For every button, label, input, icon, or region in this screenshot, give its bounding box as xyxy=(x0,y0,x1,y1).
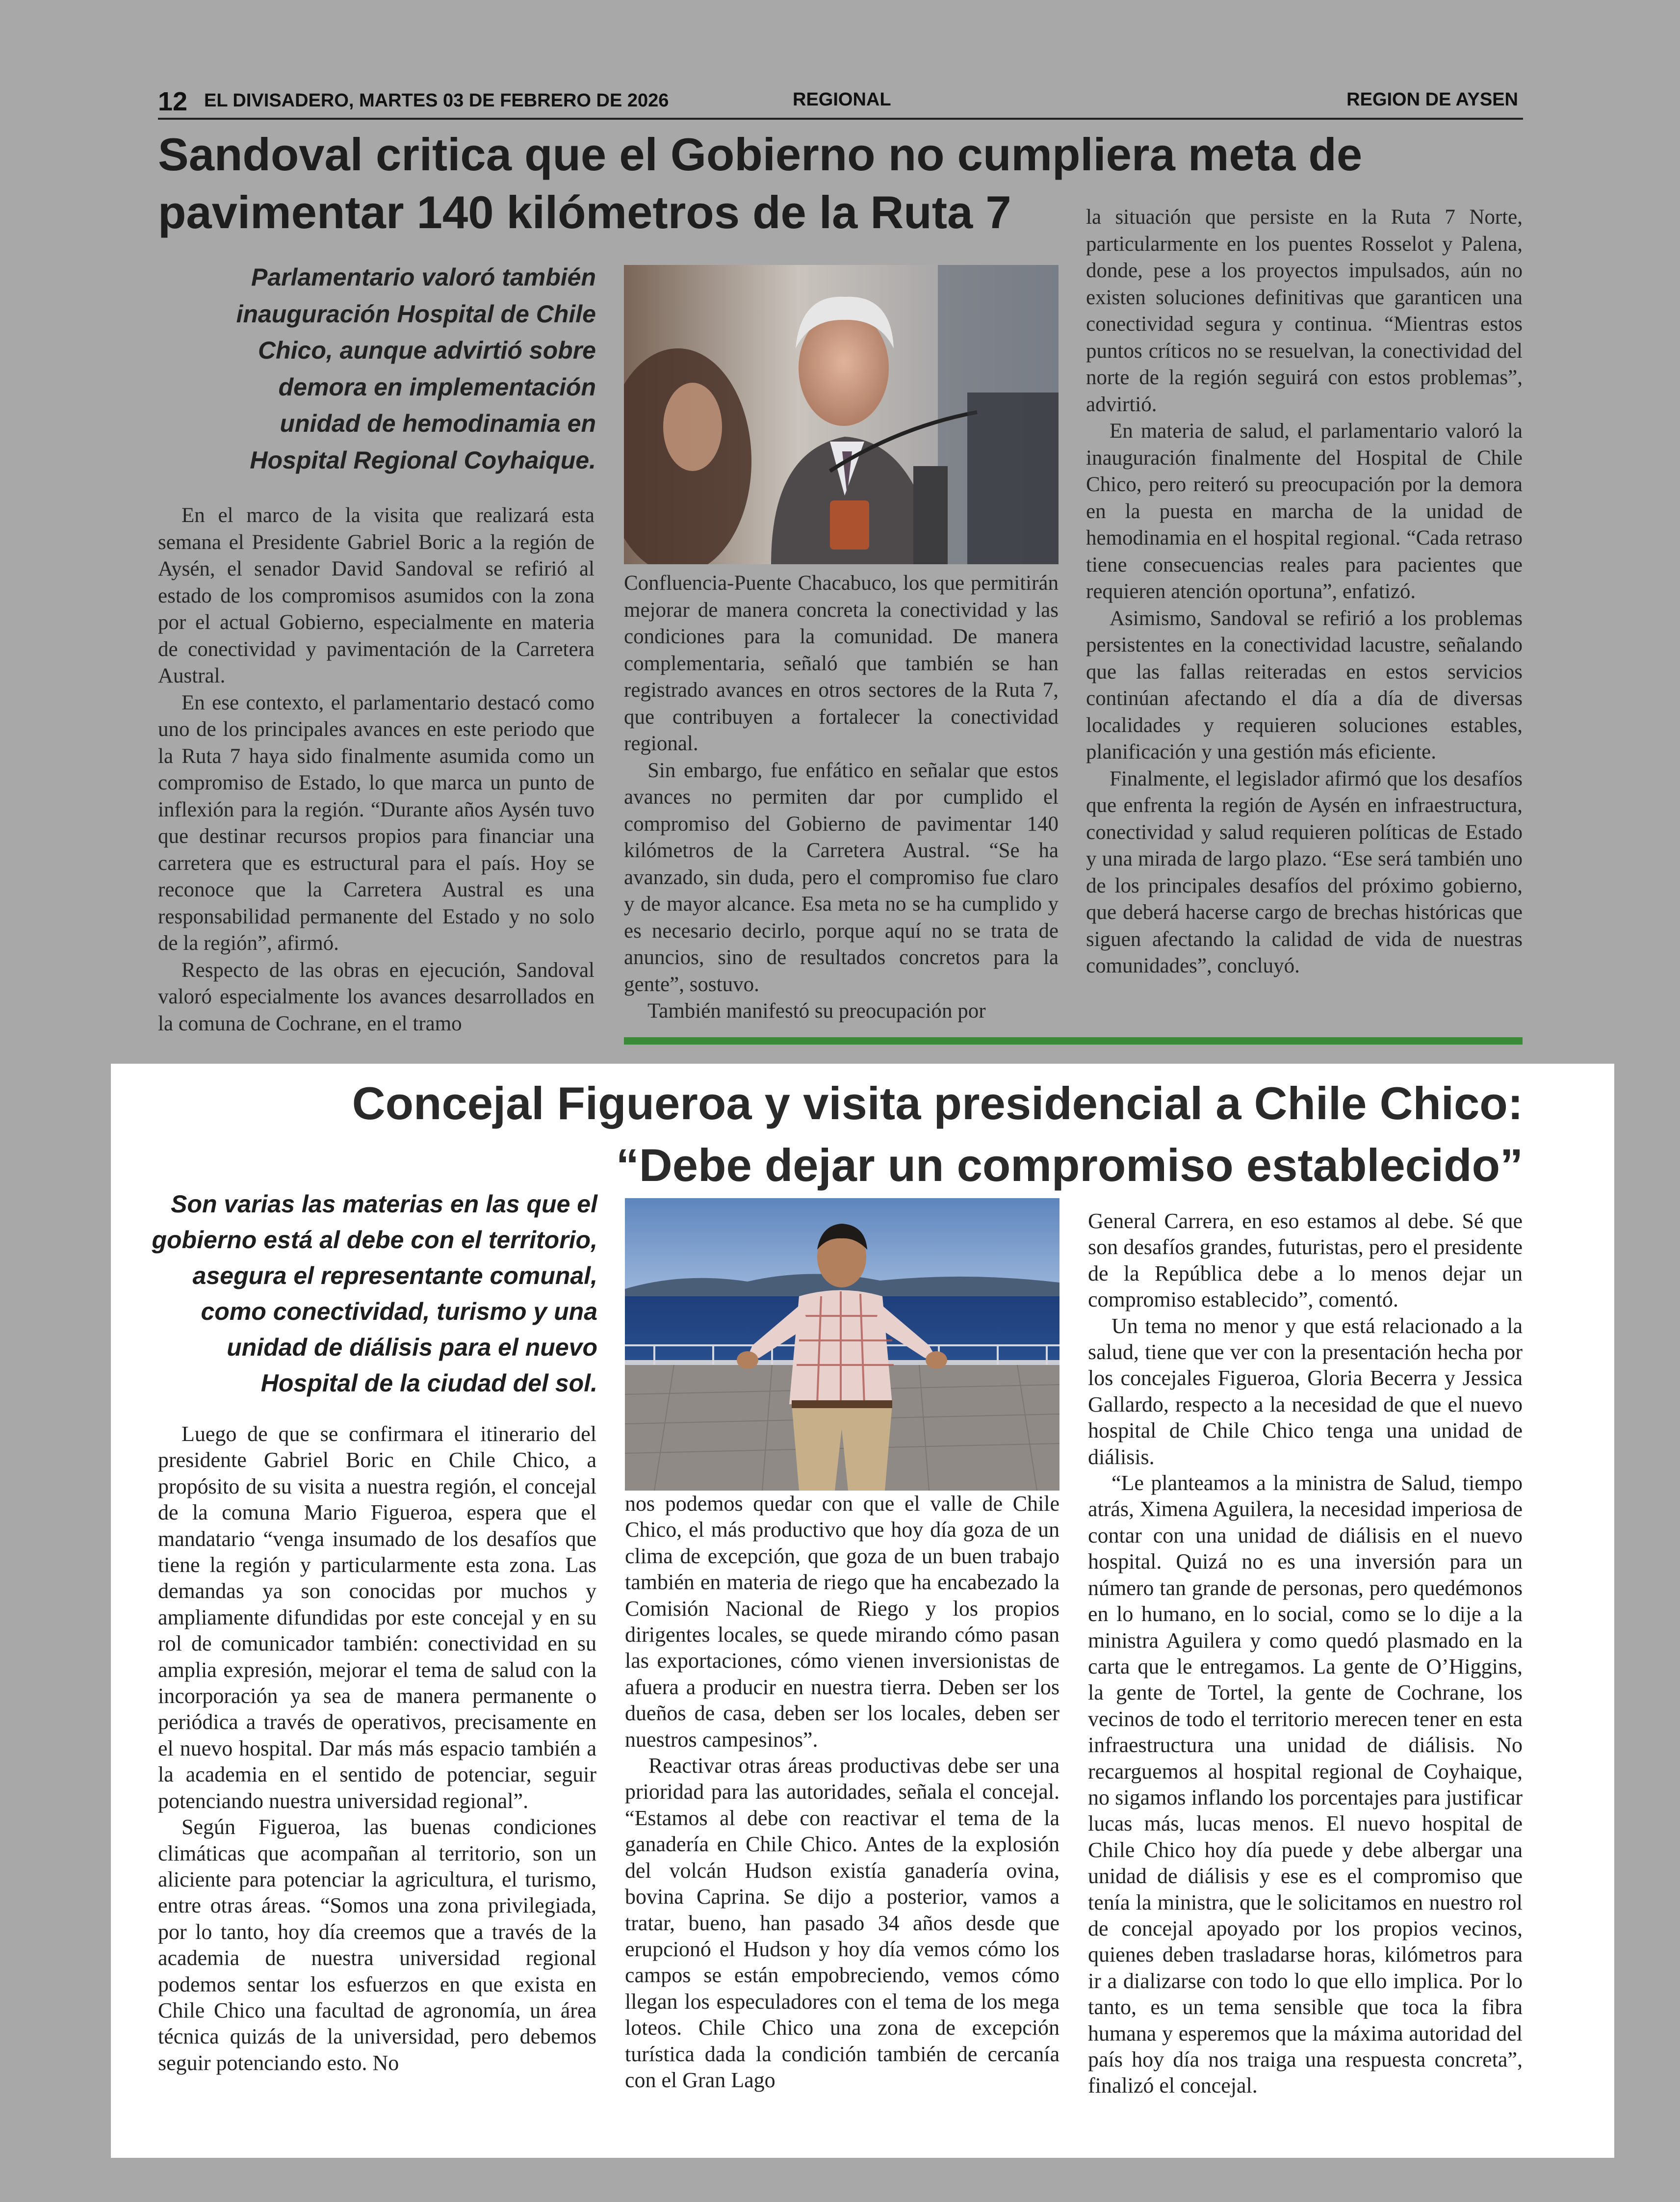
article2-col2-paragraph: Reactivar otras áreas productivas debe ser una prioridad para las autoridades, señala el concejal. “Estamos al debe con reactivar el tema de la ganadería en Chile Chico. Antes de la explosión del volcán Hudson existía ganadería ovina, bovina Caprina. Se dijo a posterior, vamos a tratar, bueno, han pasado 34 años desde que erupcionó el Hudson y hoy día vemos cómo los campos se están empobreciendo, vemos cómo llegan los especuladores con el tema de los mega loteos. Chile Chico una zona de excepción turística dada la condición también de cercanía con el Gran Lago xyxy=(625,1754,1060,2092)
article1-col2-paragraph: También manifestó su preocupación por xyxy=(647,999,986,1022)
article1-column-3 xyxy=(1086,204,1523,980)
article1-col3-paragraph: Asimismo, Sandoval se refirió a los problemas persistentes en la conectividad lacustre, señalando que las fallas reiteradas en estos servicios continúan afectando el día a día de diversas localidades y requieren soluciones estables, planificación y una gestión más eficiente. xyxy=(1086,606,1523,763)
article1-col1-paragraph: En el marco de la visita que realizará esta semana el Presidente Gabriel Boric a la región de Aysén, el senador David Sandoval se refirió al estado de los compromisos asumidos con la zona por el actual Gobierno, especialmente en materia de conectividad y pavimentación de la Carretera Austral. xyxy=(158,504,594,687)
article2-col2-paragraph: nos podemos quedar con que el valle de Chile Chico, el más productivo que hoy día goza de un clima de excepción, que goza de un buen trabajo también en materia de riego que ha encabezado la Comisión Nacional de Riego y los propios dirigentes locales, se quede mirando cómo pasan las exportaciones, cómo vienen inversionistas de afuera a producir en nuestra tierra. Deben ser los dueños de casa, deben ser los locales, deben ser nuestros campesinos”. xyxy=(625,1492,1060,1752)
article1-col1-paragraph: En ese contexto, el parlamentario destacó como uno de los principales avances en este periodo que la Ruta 7 haya sido finalmente asumida como un compromiso de Estado, lo que marca un punto de inflexión para la región. “Durante años Aysén tuvo que destinar recursos propios para financiar una carretera que es estructural para el país. Hoy se reconoce que la Carretera Austral es una responsabilidad permanente del Estado y no solo de la región”, afirmó. xyxy=(158,691,594,955)
article2-photo-concejal xyxy=(625,1198,1060,1491)
article1-column-1 xyxy=(158,502,594,1037)
article1-headline-line1: Sandoval critica que el Gobierno no cumpliera meta de xyxy=(158,129,1363,180)
page-number: 12 xyxy=(158,87,188,116)
article1-photo-senator xyxy=(624,265,1059,564)
article2-col3-paragraph: Un tema no menor y que está relacionado a la salud, tiene que ver con la presentación hecha por los concejales Figueroa, Gloria Becerra y Jessica Gallardo, respecto a la necesidad de que el nuevo hospital de Chile Chico tenga una unidad de diálisis. xyxy=(1088,1313,1523,1469)
article2-subhead: Son varias las materias en las que el gobierno está al debe con el territorio, asegura el representante comunal, como conectividad, turismo y una unidad de diálisis para el nuevo Hospital de la ciudad del sol. xyxy=(152,1190,597,1397)
article2-col3-paragraph: General Carrera, en eso estamos al debe. Sé que son desafíos grandes, futuristas, pero el presidente de la República debe a lo menos dejar un compromiso establecido”, comentó. xyxy=(1088,1209,1523,1312)
article1-subhead: Parlamentario valoró también inauguración Hospital de Chile Chico, aunque advirtió sobre demora en implementación unidad de hemodinamia en Hospital Regional Coyhaique. xyxy=(236,263,596,474)
article2-col1-paragraph: Según Figueroa, las buenas condiciones climáticas que acompañan al territorio, son un aliciente para potenciar la agricultura, el turismo, entre otras áreas. “Somos una zona privilegiada, por lo tanto, hoy día creemos que a través de la academia de nuestra universidad regional podemos sentar los esfuerzos en que exista en Chile Chico una facultad de agronomía, un área técnica quizás de la universidad, pero debemos seguir potenciando esto. No xyxy=(158,1815,596,2075)
section-label: REGIONAL xyxy=(793,89,891,110)
article1-col2-paragraph: Confluencia-Puente Chacabuco, los que permitirán mejorar de manera concreta la conectividad y las condiciones para la comunidad. De manera complementaria, señaló que también se han registrado avances en otros sectores de la Ruta 7, que contribuyen a fortalecer la conectividad regional. xyxy=(624,572,1059,755)
article2-column-2 xyxy=(625,1491,1060,2093)
paper-date: EL DIVISADERO, MARTES 03 DE FEBRERO DE 2026 xyxy=(204,90,669,111)
region-label: REGION DE AYSEN xyxy=(1346,89,1518,110)
article1-headline-line2: pavimentar 140 kilómetros de la Ruta 7 xyxy=(158,186,1011,238)
article1-col3-paragraph: Finalmente, el legislador afirmó que los desafíos que enfrenta la región de Aysén en infraestructura, conectividad y salud requieren políticas de Estado y una mirada de largo plazo. “Ese será también uno de los principales desafíos del próximo gobierno, que deberá hacerse cargo de brechas históricas que siguen afectando la calidad de vida de nuestras comunidades”, concluyó. xyxy=(1086,767,1523,977)
article1-column-2 xyxy=(624,570,1059,1025)
article2-headline-line2: “Debe dejar un compromiso establecido” xyxy=(616,1139,1523,1191)
article2-column-1 xyxy=(158,1421,596,2076)
article2-col3-paragraph: “Le planteamos a la ministra de Salud, tiempo atrás, Ximena Aguilera, la necesidad imperiosa de contar con una unidad de diálisis en el nuevo hospital. Quizá no es una inversión para un número tan grande de personas, pero quedémonos en lo humano, en lo social, como se lo dije a la ministra Aguilera y como quedó plasmado en la carta que le entregamos. La gente de O’Higgins, la gente de Tortel, la gente de Cochrane, los vecinos de todo el territorio merecen tener en esta infraestructura una unidad de diálisis. No recarguemos al hospital regional de Coyhaique, no sigamos inflando los porcentajes para justificar lucas más, lucas menos. El nuevo hospital de Chile Chico hoy día puede y debe albergar una unidad de diálisis y ese es el compromiso que tenía la ministra, que le solicitamos en nuestro rol de concejal apoyado por los propios vecinos, quienes deben trasladarse horas, kilómetros para ir a dializarse con todo lo que ello implica. Por lo tanto, es un tema sensible que toca la fibra humana y esperemos que la máxima autoridad del país hoy día nos traiga una respuesta concreta”, finalizó el concejal. xyxy=(1088,1471,1523,2098)
green-divider xyxy=(624,1037,1523,1045)
header-rule xyxy=(158,118,1523,120)
article1-col3-paragraph: la situación que persiste en la Ruta 7 Norte, particularmente en los puentes Rosselot y Palena, donde, pese a los proyectos impulsados, aún no existen soluciones definitivas que garanticen una conectividad segura y continua. “Mientras estos puntos críticos no se resuelvan, la conectividad del norte de la región seguirá con estos problemas”, advirtió. xyxy=(1086,206,1523,416)
article2-column-3 xyxy=(1088,1208,1523,2099)
article2-headline-line1: Concejal Figueroa y visita presidencial a Chile Chico: xyxy=(352,1077,1523,1129)
article1-col3-paragraph: En materia de salud, el parlamentario valoró la inauguración finalmente del Hospital de Chile Chico, pero reiteró su preocupación por la demora en la puesta en marcha de la unidad de hemodinamia en el hospital regional. “Cada retraso tiene consecuencias reales para pacientes que requieren atención oportuna”, enfatizó. xyxy=(1086,419,1523,603)
article1-col1-paragraph: Respecto de las obras en ejecución, Sandoval valoró especialmente los avances desarrollados en la comuna de Cochrane, en el tramo xyxy=(158,958,594,1035)
article1-col2-paragraph: Sin embargo, fue enfático en señalar que estos avances no permiten dar por cumplido el compromiso del Gobierno de pavimentar 140 kilómetros de la Carretera Austral. “Se ha avanzado, sin duda, pero el compromiso fue claro y de mayor alcance. Esa meta no se ha cumplido y es necesario decirlo, porque aquí no se trata de anuncios, sino de resultados concretos para la gente”, sostuvo. xyxy=(624,759,1059,996)
article2-col1-paragraph: Luego de que se confirmara el itinerario del presidente Gabriel Boric en Chile Chico, a propósito de su visita a nuestra región, el concejal de la comuna Mario Figueroa, espera que el mandatario “venga insumado de los desafíos que tiene la región y particularmente esta zona. Las demandas ya son conocidas por muchos y ampliamente difundidas por este concejal y en su rol de comunicador también: conectividad en su amplia expresión, mejorar el tema de salud con la incorporación ya sea de manera permanente o periódica a través de operativos, precisamente en el nuevo hospital. Dar más más espacio también a la academia en el sentido de potenciar, seguir potenciando nuestra universidad regional”. xyxy=(158,1422,596,1813)
